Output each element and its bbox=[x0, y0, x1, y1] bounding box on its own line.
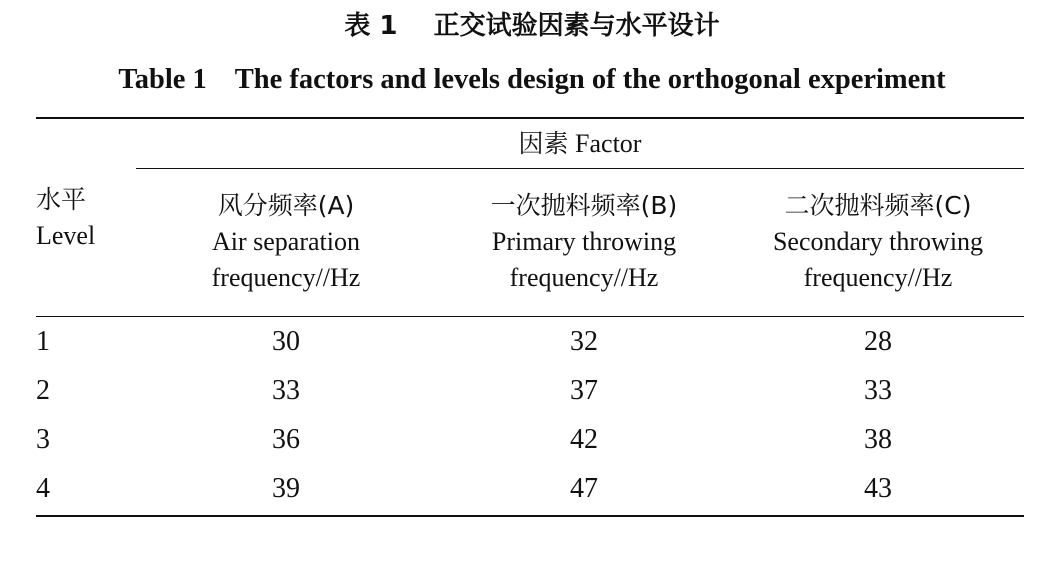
level-cell: 4 bbox=[36, 473, 50, 504]
cell-c: 43 bbox=[864, 473, 892, 504]
bottom-rule bbox=[36, 515, 1024, 517]
level-header-en: Level bbox=[36, 221, 96, 250]
column-header-b bbox=[434, 188, 734, 296]
cell-a: 30 bbox=[272, 326, 300, 357]
cell-c: 33 bbox=[864, 375, 892, 406]
column-header-a-cn: 风分频率(A) bbox=[217, 191, 355, 220]
factor-rule bbox=[136, 168, 1024, 169]
cell-a: 33 bbox=[272, 375, 300, 406]
cell-c: 38 bbox=[864, 424, 892, 455]
table-row bbox=[36, 367, 1024, 415]
column-header-c-en-line2: frequency//Hz bbox=[803, 263, 953, 292]
factor-header-cn: 因素 bbox=[518, 129, 569, 158]
table-row bbox=[36, 465, 1024, 513]
column-header-c bbox=[728, 188, 1028, 296]
table-row bbox=[36, 318, 1024, 366]
cell-b: 37 bbox=[570, 375, 598, 406]
column-header-b-en-line1: Primary throwing bbox=[491, 227, 677, 256]
level-header bbox=[36, 182, 136, 254]
level-cell: 2 bbox=[36, 375, 50, 406]
table-title-english: Table 1 The factors and levels design of the orthogonal experiment bbox=[118, 64, 946, 95]
column-header-a bbox=[136, 188, 436, 296]
level-cell: 1 bbox=[36, 326, 50, 357]
table-row bbox=[36, 416, 1024, 464]
column-header-a-en-line1: Air separation bbox=[211, 227, 360, 256]
cell-c: 28 bbox=[864, 326, 892, 357]
table-title-chinese: 表 1 正交试验因素与水平设计 bbox=[344, 11, 720, 41]
cell-b: 32 bbox=[570, 326, 598, 357]
level-header-cn: 水平 bbox=[36, 185, 87, 214]
cell-b: 42 bbox=[570, 424, 598, 455]
cell-a: 39 bbox=[272, 473, 300, 504]
level-cell: 3 bbox=[36, 424, 50, 455]
column-header-c-cn: 二次抛料频率(C) bbox=[784, 191, 972, 220]
cell-b: 47 bbox=[570, 473, 598, 504]
column-header-c-en-line1: Secondary throwing bbox=[772, 227, 984, 256]
factor-header bbox=[136, 126, 1024, 162]
column-header-b-en-line2: frequency//Hz bbox=[509, 263, 659, 292]
column-header-b-cn: 一次抛料频率(B) bbox=[490, 191, 678, 220]
header-rule bbox=[36, 316, 1024, 317]
cell-a: 36 bbox=[272, 424, 300, 455]
top-rule bbox=[36, 117, 1024, 119]
factor-header-en: Factor bbox=[575, 129, 642, 158]
column-header-a-en-line2: frequency//Hz bbox=[211, 263, 361, 292]
